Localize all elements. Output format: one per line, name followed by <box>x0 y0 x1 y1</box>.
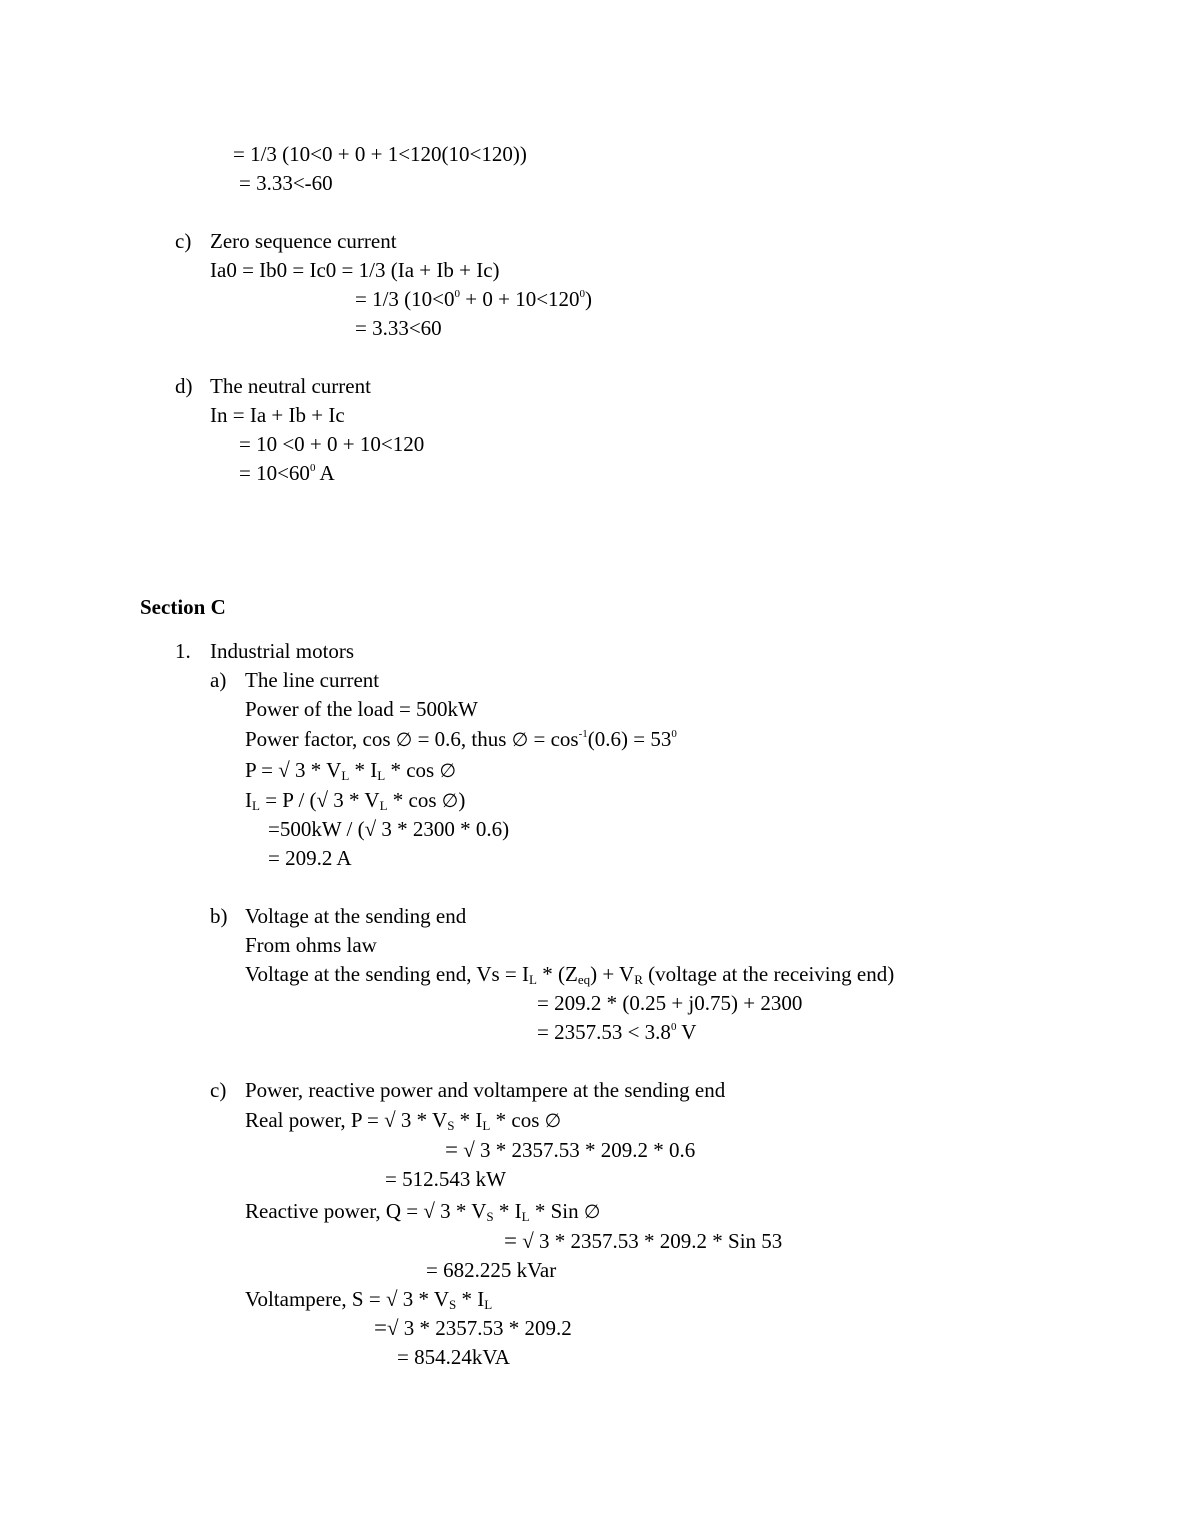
equation-line: = √ 3 * 2357.53 * 209.2 * Sin 53 <box>504 1228 783 1253</box>
equation-line: = 1/3 (10<0 + 0 + 1<120(10<120)) <box>233 142 527 166</box>
equation-line: = 682.225 kVar <box>426 1258 557 1282</box>
equation-line: =500kW / (√ 3 * 2300 * 0.6) <box>268 817 510 841</box>
equation-line: Power factor, cos ∅ = 0.6, thus ∅ = $\cos^{-1}(0.6) = 53^0$ <box>245 727 677 751</box>
equation-line: In = Ia + Ib + Ic <box>210 403 345 427</box>
equation-line: = 3.33<60 <box>355 316 442 340</box>
equation-line: $I_L = P$ / (√ $3 * V_L$ * cos ∅) <box>245 788 466 813</box>
question-title: Industrial motors <box>210 639 355 663</box>
equation-line: Ia0 = Ib0 = Ic0 = 1/3 (Ia + Ib + Ic) <box>210 258 500 282</box>
item-title: The neutral current <box>210 374 371 398</box>
section-heading: Section C <box>140 595 226 619</box>
item-title: Zero sequence current <box>210 229 397 253</box>
equation-line: = $2357.53 < 3.8^0$ V <box>537 1020 697 1044</box>
item-title: Power, reactive power and voltampere at the sending end <box>245 1078 726 1102</box>
list-marker: a) <box>210 668 227 692</box>
equation-line: = 512.543 kW <box>385 1167 506 1191</box>
equation-line: = √ 3 * 2357.53 * 209.2 * 0.6 <box>445 1137 696 1162</box>
equation-line: = 854.24kVA <box>397 1345 510 1369</box>
equation-line: = 209.2 A <box>268 846 352 870</box>
equation-line: Real power, P = √ $3 * V_S * I_L$ * cos ∅ <box>245 1108 562 1133</box>
text-line: From ohms law <box>245 933 377 957</box>
item-title: The line current <box>245 668 380 692</box>
equation-line: P = √ $3 * V_L * I_L$ * cos ∅ <box>245 758 457 783</box>
equation-line: = $10<60^0$ A <box>239 461 335 485</box>
list-marker: c) <box>210 1078 227 1102</box>
equation-line: = 3.33<-60 <box>239 171 333 195</box>
item-title: Voltage at the sending end <box>245 904 467 928</box>
list-marker: b) <box>210 904 228 928</box>
list-marker: 1. <box>175 639 191 663</box>
equation-line: Voltage at the sending end, $Vs = I_L * (Z_{eq}) + V_R$ (voltage at the receiving end) <box>245 962 895 987</box>
list-marker: d) <box>175 374 193 398</box>
equation-line: Voltampere, S = √ $3 * V_S * I_L$ <box>245 1287 493 1312</box>
list-marker: c) <box>175 229 192 253</box>
equation-line: = 209.2 * (0.25 + j0.75) + 2300 <box>537 991 803 1015</box>
equation-line: = 1/3 $(10<0^0 + 0 + 10<120^0)$ <box>355 287 593 311</box>
equation-line: = 10 <0 + 0 + 10<120 <box>239 432 425 456</box>
equation-line: =√ 3 * 2357.53 * 209.2 <box>374 1315 572 1340</box>
text-line: Power of the load = 500kW <box>245 697 478 721</box>
equation-line: Reactive power, Q = √ $3 * V_S * I_L$ * Sin ∅ <box>245 1199 601 1224</box>
